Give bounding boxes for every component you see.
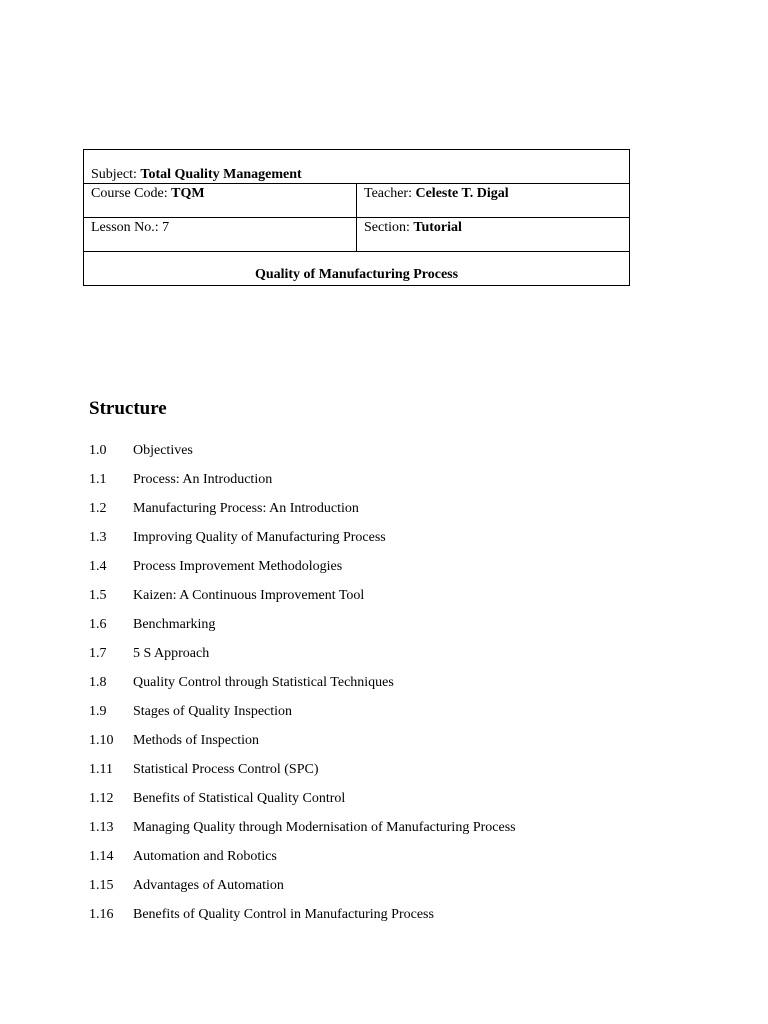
- course-code-value: TQM: [171, 186, 205, 201]
- structure-item: [89, 470, 516, 499]
- structure-item-title: Benefits of Statistical Quality Control: [133, 791, 346, 806]
- structure-item-title: Improving Quality of Manufacturing Process: [133, 530, 386, 545]
- structure-item: [89, 702, 516, 731]
- structure-item-title: Methods of Inspection: [133, 733, 259, 748]
- lesson-header-table: [83, 149, 630, 286]
- section-cell: [357, 218, 630, 252]
- subject-cell: [84, 150, 630, 184]
- lesson-no-value: 7: [162, 220, 170, 235]
- course-code-cell: [84, 184, 357, 218]
- lesson-no-cell: [84, 218, 357, 252]
- structure-item-number: 1.16: [89, 907, 114, 922]
- section-label: Section:: [364, 220, 410, 235]
- structure-item: [89, 789, 516, 818]
- structure-item-title: Process Improvement Methodologies: [133, 559, 343, 574]
- structure-item-title: Benefits of Quality Control in Manufacturing Process: [133, 907, 434, 922]
- structure-item-number: 1.11: [89, 762, 113, 777]
- structure-item: [89, 615, 516, 644]
- structure-heading: Structure: [89, 398, 167, 419]
- structure-item-title: Automation and Robotics: [133, 849, 277, 864]
- structure-item: [89, 557, 516, 586]
- structure-item-number: 1.1: [89, 472, 107, 487]
- structure-item-number: 1.8: [89, 675, 107, 690]
- structure-item-title: Manufacturing Process: An Introduction: [133, 501, 359, 516]
- structure-item: [89, 731, 516, 760]
- teacher-cell: [357, 184, 630, 218]
- course-teacher-row: [84, 184, 630, 218]
- structure-item-number: 1.0: [89, 443, 107, 458]
- structure-item-title: Kaizen: A Continuous Improvement Tool: [133, 588, 365, 603]
- structure-item: [89, 644, 516, 673]
- structure-item-number: 1.2: [89, 501, 107, 516]
- teacher-label: Teacher:: [364, 186, 412, 201]
- structure-item-number: 1.3: [89, 530, 107, 545]
- structure-item: [89, 499, 516, 528]
- structure-item: [89, 847, 516, 876]
- structure-item-title: Objectives: [133, 443, 193, 458]
- structure-item-number: 1.6: [89, 617, 107, 632]
- structure-item-number: 1.10: [89, 733, 114, 748]
- subject-label: Subject:: [91, 167, 137, 182]
- structure-item-number: 1.5: [89, 588, 107, 603]
- structure-item-title: Advantages of Automation: [133, 878, 284, 893]
- section-value: Tutorial: [413, 220, 462, 235]
- structure-item: [89, 818, 516, 847]
- subject-row: [84, 150, 630, 184]
- structure-item-number: 1.9: [89, 704, 107, 719]
- structure-item-number: 1.14: [89, 849, 114, 864]
- lesson-no-label: Lesson No.:: [91, 220, 159, 235]
- structure-item-title: Managing Quality through Modernisation of Manufacturing Process: [133, 820, 516, 835]
- structure-item-number: 1.12: [89, 791, 114, 806]
- structure-item-number: 1.15: [89, 878, 114, 893]
- subject-value: Total Quality Management: [140, 167, 302, 182]
- structure-item-title: Process: An Introduction: [133, 472, 273, 487]
- structure-item: [89, 876, 516, 905]
- structure-item-title: Benchmarking: [133, 617, 216, 632]
- structure-item: [89, 586, 516, 615]
- structure-item-number: 1.4: [89, 559, 107, 574]
- lesson-title: Quality of Manufacturing Process: [84, 252, 630, 286]
- structure-item-number: 1.7: [89, 646, 107, 661]
- structure-item: [89, 528, 516, 557]
- structure-item: [89, 905, 516, 934]
- structure-item: [89, 760, 516, 789]
- structure-item: [89, 441, 516, 470]
- structure-item-title: Statistical Process Control (SPC): [133, 762, 319, 777]
- teacher-value: Celeste T. Digal: [415, 186, 509, 201]
- structure-item: [89, 673, 516, 702]
- lesson-title-row: [84, 252, 630, 286]
- lesson-section-row: [84, 218, 630, 252]
- structure-item-title: Quality Control through Statistical Techniques: [133, 675, 394, 690]
- structure-list: [89, 441, 516, 934]
- structure-item-title: 5 S Approach: [133, 646, 210, 661]
- course-code-label: Course Code:: [91, 186, 168, 201]
- structure-item-title: Stages of Quality Inspection: [133, 704, 293, 719]
- structure-item-number: 1.13: [89, 820, 114, 835]
